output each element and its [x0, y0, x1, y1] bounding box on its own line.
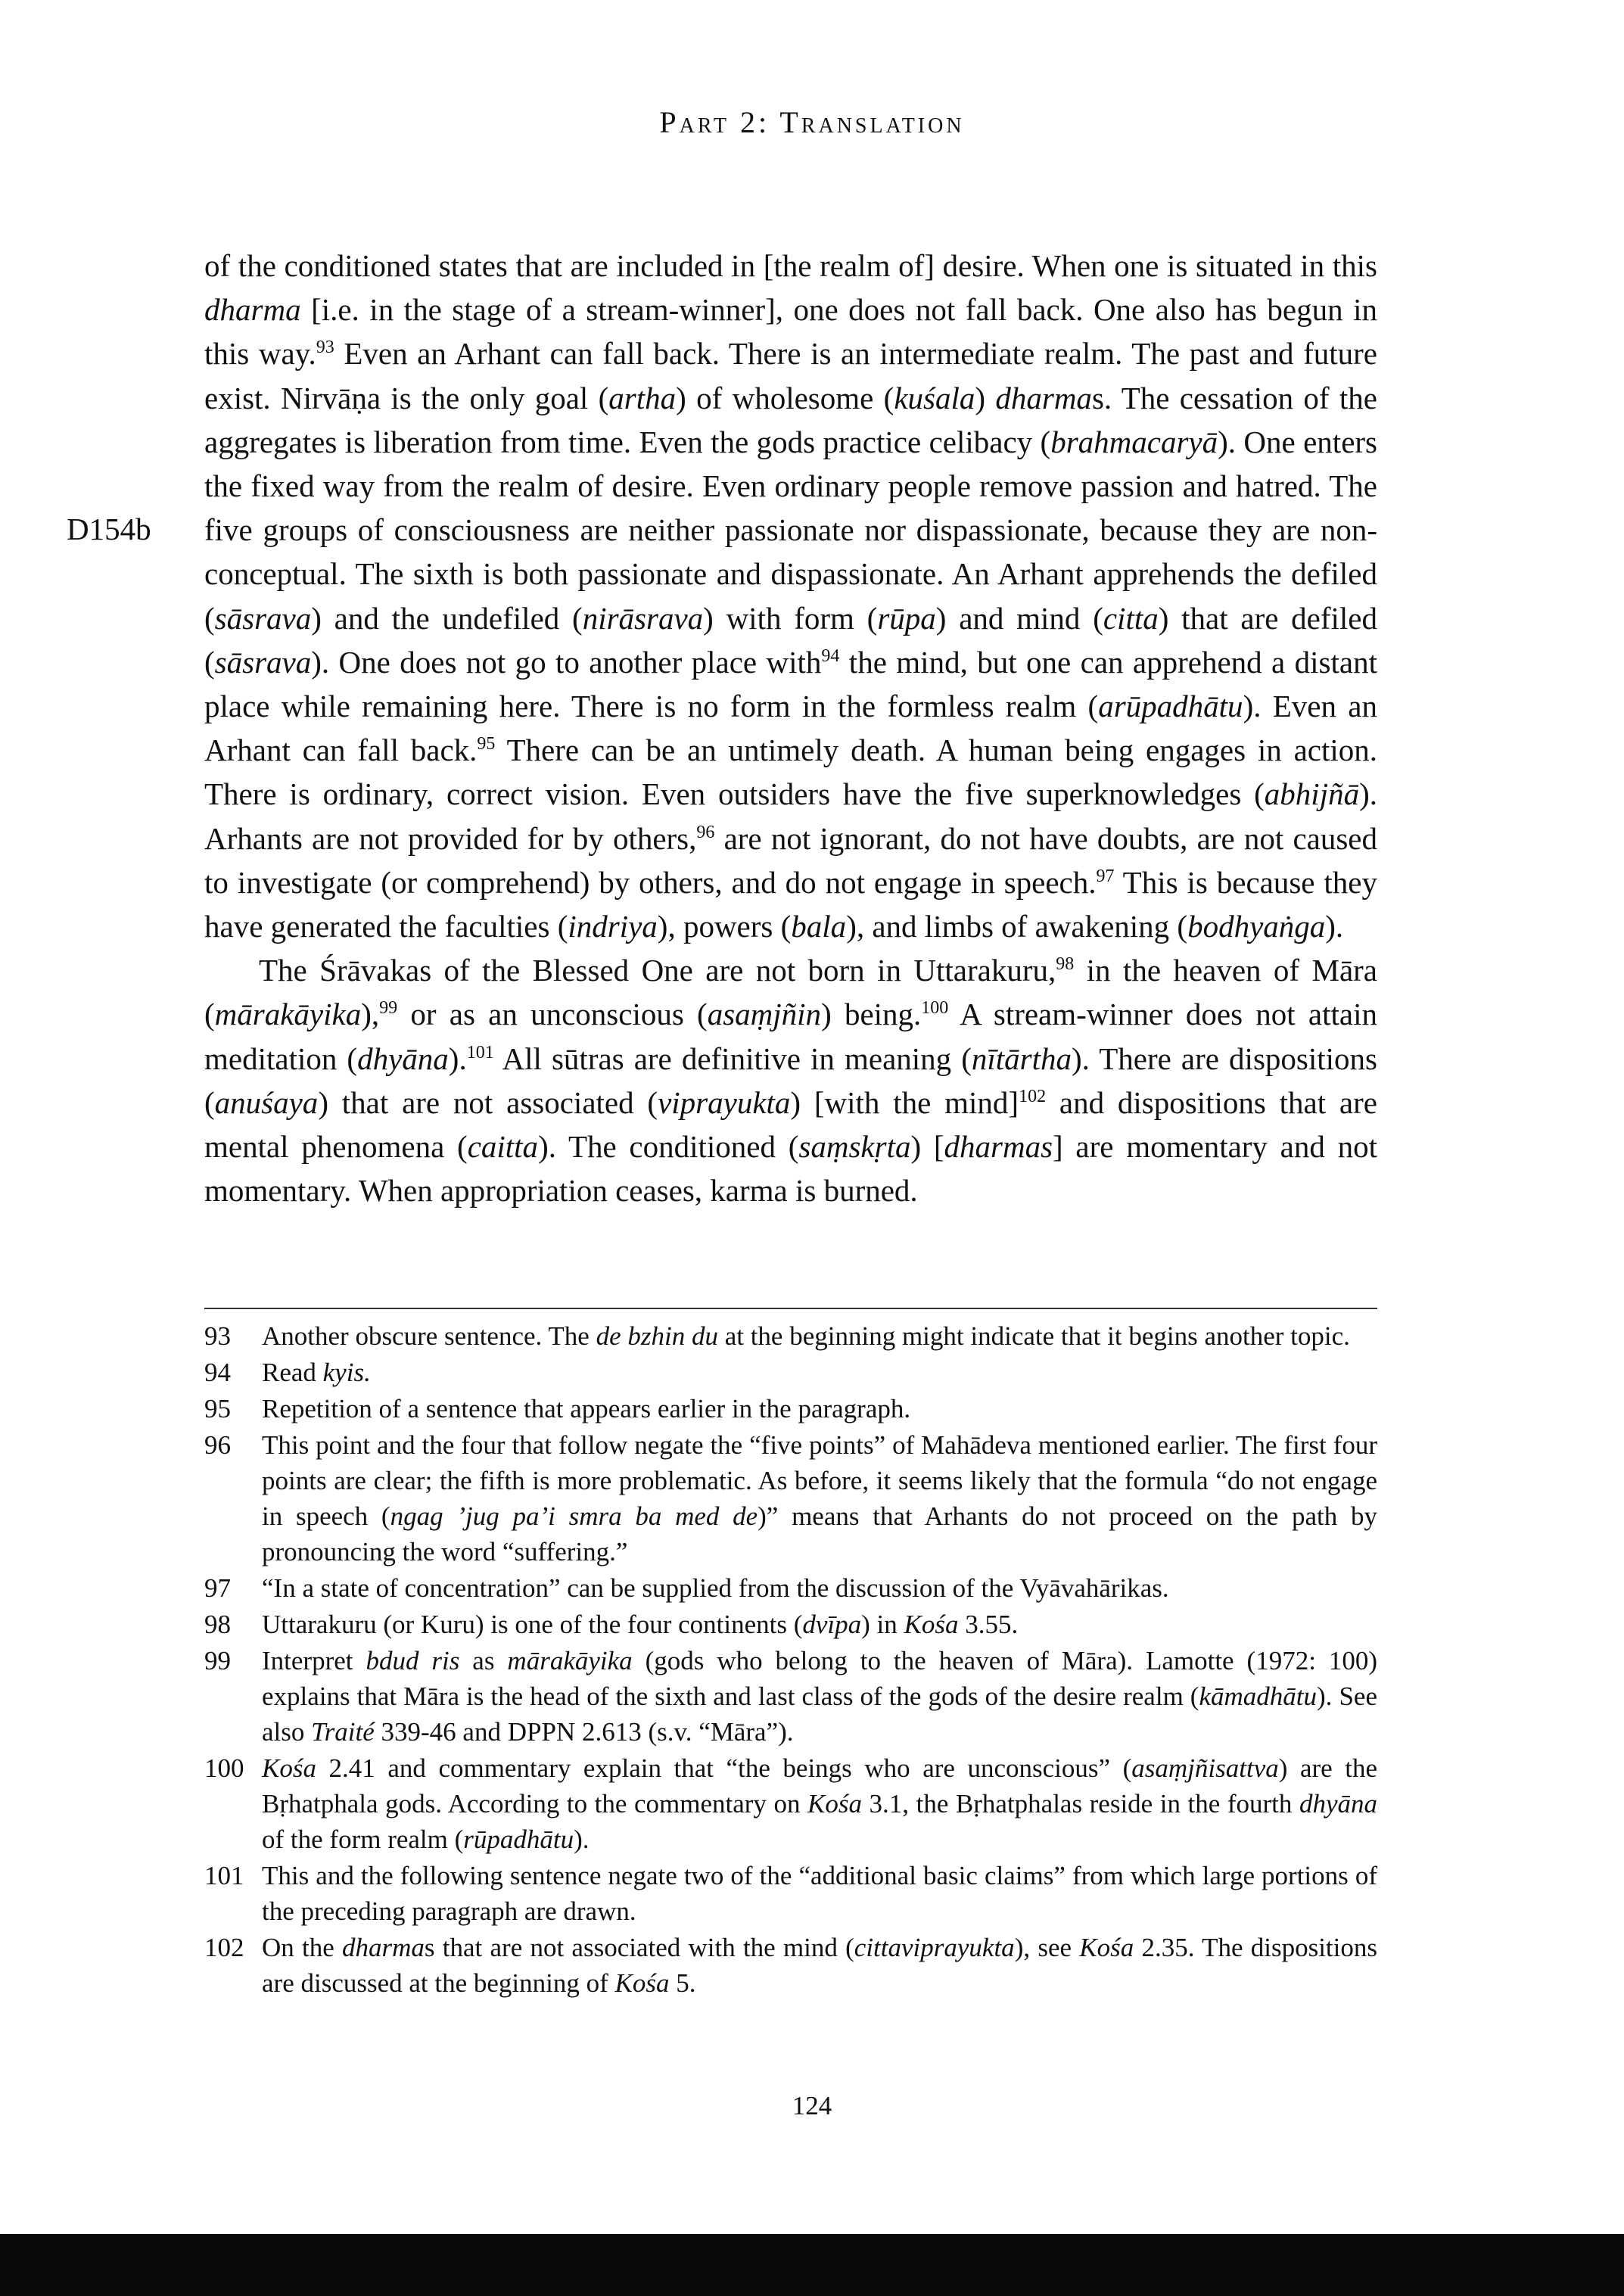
italic-term: viprayukta	[658, 1084, 791, 1120]
footnote	[204, 1858, 1377, 1929]
italic-term: brahmacaryā	[1050, 424, 1218, 459]
italic-term: citta	[1103, 600, 1159, 636]
italic-term: Kośa	[614, 1968, 670, 1998]
footnote-ref: 95	[477, 734, 496, 754]
footnote	[204, 1930, 1377, 2001]
italic-term: abhijñā	[1264, 776, 1360, 812]
italic-term: rūpadhātu	[463, 1825, 574, 1854]
italic-term: caitta	[467, 1129, 539, 1165]
italic-term: nirāsrava	[582, 600, 704, 636]
margin-reference: D154b	[67, 512, 151, 546]
italic-term: cittaviprayukta	[854, 1933, 1015, 1962]
main-text	[204, 244, 1377, 1212]
footnote	[204, 1427, 1377, 1570]
footnote-number: 96	[204, 1430, 231, 1460]
italic-term: dharmas	[944, 1129, 1053, 1165]
italic-term: nītārtha	[971, 1041, 1072, 1076]
footnote-ref: 100	[921, 998, 949, 1019]
footnote	[204, 1570, 1377, 1606]
italic-term: ngag ’jug pa’i smra ba med de	[390, 1501, 758, 1531]
footnote-text: Kośa 2.41 and commentary explain that “the beings who are unconscious” (asaṃjñisattva) are the Bṛhatphala gods. According to the commentary on Kośa 3.1, the Bṛhatphalas reside in the fourth dhyāna of the form realm (rūpadhātu).	[262, 1753, 1377, 1854]
footnote-number: 101	[204, 1861, 244, 1890]
footnote-ref: 96	[696, 822, 715, 842]
italic-term: kyis.	[322, 1358, 371, 1387]
italic-term: Kośa	[1079, 1933, 1134, 1962]
italic-term: Traité	[311, 1717, 375, 1747]
running-head: Part 2: Translation	[659, 105, 965, 139]
footnote	[204, 1318, 1377, 1354]
footnote-text: On the dharmas that are not associated with the mind (cittaviprayukta), see Kośa 2.35. The dispositions are discussed at the beginning of Kośa 5.	[262, 1933, 1377, 1998]
footnote-rule	[204, 1308, 1377, 1309]
italic-term: Kośa	[904, 1610, 959, 1639]
italic-term: bala	[791, 909, 847, 944]
footnote-ref: 98	[1056, 954, 1075, 975]
italic-term: kāmadhātu	[1199, 1682, 1318, 1711]
footnote-number: 93	[204, 1321, 231, 1351]
italic-term: artha	[608, 380, 677, 415]
footnote-text: Uttarakuru (or Kuru) is one of the four continents (dvīpa) in Kośa 3.55.	[262, 1610, 1019, 1639]
italic-term: de bzhin du	[596, 1321, 718, 1351]
italic-term: indriya	[568, 909, 658, 944]
italic-term: asaṃjñisattva	[1131, 1753, 1279, 1783]
footnote-list	[204, 1318, 1377, 2002]
italic-term: dharma	[342, 1933, 425, 1962]
italic-term: dhyāna	[1299, 1789, 1377, 1818]
italic-term: saṃskṛta	[798, 1129, 911, 1165]
footnote-number: 99	[204, 1646, 231, 1675]
italic-term: bdud ris	[366, 1646, 460, 1675]
footnote-text: Read kyis.	[262, 1358, 371, 1387]
footnote	[204, 1391, 1377, 1426]
footnote-text: This and the following sentence negate two of the “additional basic claims” from which large portions of the preceding paragraph are drawn.	[262, 1861, 1377, 1926]
italic-term: mārakāyika	[507, 1646, 633, 1675]
italic-term: bodhyaṅga	[1187, 909, 1326, 944]
footnote-text: “In a state of concentration” can be supplied from the discussion of the Vyāvahārikas.	[262, 1573, 1169, 1603]
footnote-ref: 99	[379, 998, 398, 1019]
footnote-number: 94	[204, 1358, 231, 1387]
footnote	[204, 1607, 1377, 1642]
page-number: 124	[792, 2091, 832, 2120]
footnote-number: 95	[204, 1394, 231, 1423]
footnote-ref: 97	[1096, 866, 1115, 886]
paragraph: of the conditioned states that are included in [the realm of] desire. When one is situated in this dharma [i.e. in the stage of a stream-winner], one does not fall back. One also has begun in this way.$^{93}$ Even an Arhant can fall back. There is an intermediate realm. The past and future exist. Nirvāṇa is the only goal (artha) of wholesome (kuśala) dharmas. The cessation of the aggregates is liberation from time. Even the gods practice celibacy (brahmacaryā). One enters the fixed way from the realm of desire. Even ordinary people remove passion and hatred. The five groups of consciousness are neither passionate nor dispassionate, because they are non-conceptual. The sixth is both passionate and dispassionate. An Arhant apprehends the defiled (sāsrava) and the undefiled (nirāsrava) with form (rūpa) and mind (citta) that are defiled (sāsrava). One does not go to another place with$^{94}$ the mind, but one can apprehend a distant place while remaining here. There is no form in the formless realm (arūpadhātu). Even an Arhant can fall back.$^{95}$ There can be an untimely death. A human being engages in action. There is ordinary, correct vision. Even outsiders have the five superknowledges (abhijñā). Arhants are not provided for by others,$^{96}$ are not ignorant, do not have doubts, are not caused to investigate (or comprehend) by others, and do not engage in speech.$^{97}$ This is because they have generated the faculties (indriya), powers (bala), and limbs of awakening (bodhyaṅga).	[204, 248, 1378, 944]
scan-border	[0, 2234, 1624, 2296]
italic-term: anuśaya	[214, 1084, 319, 1120]
footnote	[204, 1643, 1377, 1750]
footnote-number: 98	[204, 1610, 231, 1639]
italic-term: asaṃjñin	[707, 997, 822, 1032]
italic-term: dharma	[204, 292, 301, 328]
paragraph: The Śrāvakas of the Blessed One are not born in Uttarakuru,$^{98}$ in the heaven of Māra (mārakāyika),$^{99}$ or as an unconscious (asaṃjñin) being.$^{100}$ A stream-winner does not attain meditation (dhyāna).$^{101}$ All sūtras are definitive in meaning (nītārtha). There are dispositions (anuśaya) that are not associated (viprayukta) [with the mind]$^{102}$ and dispositions that are mental phenomena (caitta). The conditioned (saṃskṛta) [dharmas] are momentary and not momentary. When appropriation ceases, karma is burned.	[204, 953, 1377, 1209]
footnote-ref: 101	[466, 1042, 494, 1062]
footnote	[204, 1750, 1377, 1857]
footnote-text: Repetition of a sentence that appears earlier in the paragraph.	[262, 1394, 911, 1423]
italic-term: rūpa	[877, 600, 936, 636]
italic-term: dharma	[995, 380, 1092, 415]
italic-term: dvīpa	[802, 1610, 862, 1639]
footnote	[204, 1355, 1377, 1390]
footnote-text: This point and the four that follow negate the “five points” of Mahādeva mentioned earlier. The first four points are clear; the fifth is more problematic. As before, it seems likely that the formula “do not engage in speech (ngag ’jug pa’i smra ba med de)” means that Arhants do not proceed on the path by pronouncing the word “suffering.”	[262, 1430, 1378, 1566]
footnote-text: Interpret bdud ris as mārakāyika (gods who belong to the heaven of Māra). Lamotte (1972: 100) explains that Māra is the head of the sixth and last class of the gods of the desire realm (kāmadhātu). See also Traité 339-46 and DPPN 2.613 (s.v. “Māra”).	[262, 1646, 1378, 1747]
footnote-number: 100	[204, 1753, 244, 1783]
italic-term: arūpadhātu	[1098, 689, 1243, 724]
footnote-number: 102	[204, 1933, 244, 1962]
footnote-ref: 102	[1019, 1086, 1047, 1106]
footnote-ref: 94	[821, 646, 840, 666]
italic-term: kuśala	[894, 380, 975, 415]
footnote-text: Another obscure sentence. The de bzhin du at the beginning might indicate that it begins another topic.	[262, 1321, 1350, 1351]
italic-term: sāsrava	[214, 644, 312, 680]
italic-term: Kośa	[807, 1789, 862, 1818]
italic-term: mārakāyika	[214, 997, 362, 1032]
italic-term: Kośa	[262, 1753, 316, 1783]
footnote-number: 97	[204, 1573, 231, 1603]
footnote-ref: 93	[316, 338, 334, 358]
italic-term: sāsrava	[214, 600, 312, 636]
italic-term: dhyāna	[357, 1041, 449, 1076]
